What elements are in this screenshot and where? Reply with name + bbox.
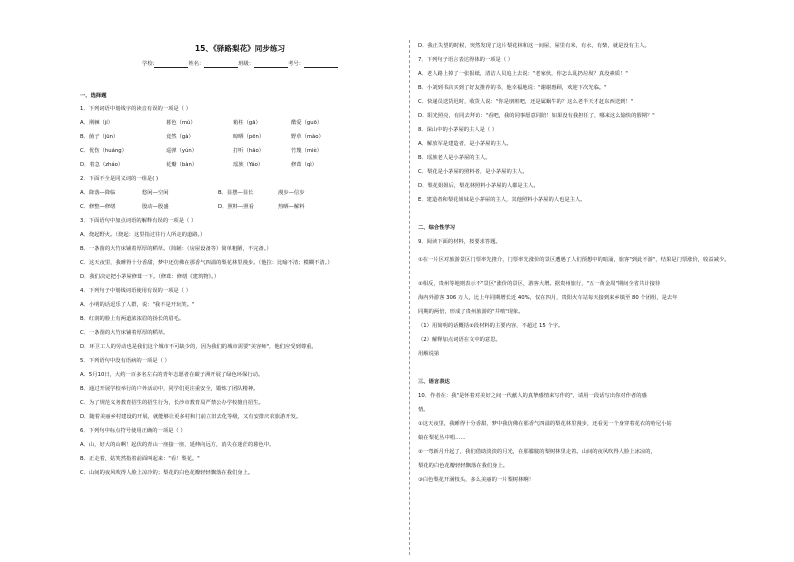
name-blank[interactable] [204, 62, 238, 68]
q1-option-c [80, 149, 400, 154]
q5-option-a: A．5月10日，大约一百多名左右的青年志愿者在碳子洲开展了绿色环保行动。 [80, 372, 264, 378]
option-text: 悠闲—空闲 [142, 190, 169, 196]
q6-option-d: D．我正失望的时候，突然发现了这片梨花林和这一间屋，屋里有米，有水，有柴，就是没有主人。 [418, 43, 650, 49]
q3-option-d: D．我们决定把小茅屋修葺一下。（修葺：修缮《建筑物》。） [80, 274, 220, 280]
option-text: 殷动—殷盛 [142, 204, 169, 210]
option-text: 漫步—信步 [278, 190, 305, 196]
option-text: B．菌子（jūn） [80, 134, 119, 140]
sub-question-2: （2）解释加点词语在文中的意思。 [418, 337, 501, 343]
excerpt-2-line-2: 梨花的白色花瓣轻轻飘落在我们身上。 [418, 463, 509, 469]
option-text: A．荆棘（jí） [80, 120, 114, 126]
option-text: 修葺（qì） [291, 162, 318, 168]
class-blank[interactable] [254, 62, 288, 68]
excerpt-1-line-2: 娘在梨花丛中唱…… [418, 435, 466, 441]
column-divider [409, 40, 410, 555]
option-text: 热晒—解料 [278, 204, 305, 210]
passage-paragraph-2-line-3: 同期的两倍，形成了贵州旅游的"井喷"现象。 [418, 309, 524, 315]
q7-option-a: A．老人路上掉了一张报纸，清洁人员追上去说："老家伙，你怎么乱扔垃圾？真没素质！" [418, 71, 628, 77]
option-text: 花瓣（bàn） [166, 162, 198, 168]
exam-no-label: 考号： [288, 61, 305, 67]
q4-option-d: D．环卫工人的劳动也是我们这个城市不可缺少的，因为我们的城市需要"美容师"，他们应受到尊重。 [80, 344, 317, 350]
option-text: 暮色（mù） [166, 120, 196, 126]
q3-option-b: B．一条凿的大竹床铺着厚厚的稻草。（简陋：（房屋设备等）简单粗陋，不完备。） [80, 246, 272, 252]
q2-options-ab [80, 191, 400, 196]
option-text: A．降落—降临 [80, 190, 116, 196]
q4-option-c: C．一条凿的大竹床铺着厚厚的稻草。 [80, 330, 169, 336]
option-text: 竹篾（miè） [291, 148, 323, 154]
option-text: D．照料—照看 [218, 204, 254, 210]
q5-option-d: D．随着美丽乡村建设的开展，就能够让更多村和门前立旧去化等级，又有安排庆农旅游开发。 [80, 414, 302, 420]
option-text: B．显摆—显长 [218, 190, 254, 196]
question-2: 2．下面不全是同义词的一组是( ) [80, 176, 159, 182]
question-6: 6．下列句中标点符号使用正确的一项是（ ） [80, 428, 186, 434]
q8-option-b: B．瑶族老人是小茅屋的主人。 [418, 155, 491, 161]
passage-paragraph-2-line-1: ②相反，贵州等地则表示不"景区"涨价的景区，游客大增。据贵州旅行，"五一黄金周"期间全省共计接待 [418, 281, 661, 287]
passage-paragraph-1: ①在一片区对旅游景区门票率先推介，门票率先涨价的景区遭遇了人们预想中的暗涌，旅客"到此不游"，结果是门票涨价，收益减少。 [418, 257, 730, 263]
q5-option-c: C．为了规范义务教育招生的招生行为，长沙市教育局严禁公办学校擅自招生。 [80, 400, 264, 406]
exam-no-blank[interactable] [304, 62, 338, 68]
passage-paragraph-2-line-2: 海内外游客 306 万人，比上年同期增长近 40%，仅在四月，贵阳火车站每天接到来乡镇至 80 个团组，是去年 [418, 295, 678, 301]
option-text: 野草（mào） [291, 134, 324, 140]
student-info-line [80, 62, 400, 68]
q3-option-c: C．这天夜里，我睡得十分香甜，梦中还仿佛在那香气四溢的梨花林里漫步。（他拉：比喻不清；模糊不清。） [80, 260, 333, 266]
q6-option-a: A．山，好大的山啊！起伏的青山一座接一座，延伸向远方，消失在迷茫的暮色中。 [80, 442, 275, 448]
q7-option-d: D．阳光照亮，有同去拜访："看吧，我的同事愿意同陪！如果没有我担任了，哪来这么愉快的假期？" [418, 113, 655, 119]
q7-option-c: C．快递员送货迟时，收货人说："你是朋班吧，还是属蜗牛的？这么老半天才赶东西送到！" [418, 99, 634, 105]
option-text: 打听（hāo） [233, 148, 265, 154]
q6-option-c: C．山间的夜风吹得人脸上凉冷的；梨花的白色花瓣轻轻飘落在我们身上。 [80, 470, 254, 476]
q1-option-d [80, 163, 400, 168]
q4-option-a: A．小明的话逗乐了人群，说："我不是开玩笑。" [80, 302, 195, 308]
option-text: 瑶族（Yáo） [233, 162, 264, 168]
sub-question-1: （1）用简明的话概括②段材料的主要内容，不超过 15 个字。 [418, 323, 564, 329]
school-label: 学校: [141, 61, 155, 67]
q8-option-a: A．解放军是建造者，是小茅屋的主人。 [418, 141, 512, 147]
q6-option-b: B．正走着，姑笑然指着前面叫起来："看！梨花。" [80, 456, 200, 462]
q2-options-cd [80, 205, 400, 210]
excerpt-2-line-1: ②一弯新月升起了，我们借助淡淡的月光，在那朦胧的梨树林里走着。山间的夜风吹得人脸上冰凉的， [418, 449, 656, 455]
excerpt-3: ③白色梨花开满枝头，多么美丽的一片梨树林啊！ [418, 477, 534, 483]
option-text: C．优伤（huáng） [80, 148, 127, 154]
school-blank[interactable] [154, 62, 188, 68]
q1-option-a [80, 121, 400, 126]
page-title: 15、《驿路梨花》同步练习 [194, 44, 286, 53]
q3-option-a: A．烧起野火。（烧起：这里指过往行人所走的道路。） [80, 232, 206, 238]
option-text: 箱柱（gā） [233, 120, 261, 126]
q4-option-b: B．红润的脸上有两道浓浓眉的扬长的眉毛。 [80, 316, 185, 322]
q8-option-c: C．梨花是小茅屋的照料者，是小茅屋的主人。 [418, 169, 528, 175]
name-label: 姓名： [188, 61, 205, 67]
excerpt-1-line-1: ①这天夜里，我睡得十分香甜，梦中我仿佛在那香气四溢的梨花林里漫步，还看见一个身穿着花衣的哈尼小姑 [418, 421, 672, 427]
question-10: 10．作者在：我"是怀着对美好之间一代献人的真挚感情来写作的"，请用一段话写出你对作者的感 [418, 393, 647, 399]
question-5: 5．下列语句中没有语病的一项是（ ） [80, 358, 170, 364]
option-text: C．修整—修缮 [80, 204, 116, 210]
option-text: 晾晒（pēn） [233, 134, 265, 140]
option-text: 巡弹（yún） [166, 148, 198, 154]
option-text: 酷爱（guō） [291, 120, 323, 126]
question-10-continued: 情。 [418, 407, 429, 413]
question-8: 8．深山中的小茅屋的主人是（ ） [418, 127, 498, 133]
q1-option-b [80, 135, 400, 140]
question-4: 4．下列句子中划线词语使用有误的一项是（ ） [80, 288, 191, 294]
section-heading: 三、语言表达 [418, 379, 450, 385]
answer-prompt: 用解说第 [418, 351, 440, 357]
option-text: 竟然（gà） [166, 134, 194, 140]
question-3: 3．下面语句中加点词语的解释有误的一项是（ ） [80, 218, 197, 224]
option-text: D．着急（zháo） [80, 162, 124, 168]
question-7: 7．下列句子语言表达得体的一项是（ ） [418, 57, 514, 63]
q8-option-e: E．建造者和梨花姐妹是小茅屋的主人，其他照料小茅屋的人也是主人。 [418, 197, 586, 203]
q5-option-b: B．通过开展学校举行的户外活动中，同学们更注重安全，锻炼了团队精神。 [80, 386, 259, 392]
section-heading: 一、选择题 [80, 93, 107, 99]
question-9: 9．阅读下面的材料，按要求答题。 [418, 239, 501, 245]
class-label: 班级： [238, 61, 255, 67]
section-heading: 二、综合性学习 [418, 225, 456, 231]
question-1: 1．下列词语中划线字的读音有误的一项是（ ） [80, 106, 191, 112]
q7-option-b: B．小刘到书店买到了好友推荐的书，他幸福地说："谢谢惠顾，欢迎下次光临。" [418, 85, 607, 91]
q8-option-d: D．梨花姐姐后，梨花林照料小茅屋的人都是主人。 [418, 183, 539, 189]
